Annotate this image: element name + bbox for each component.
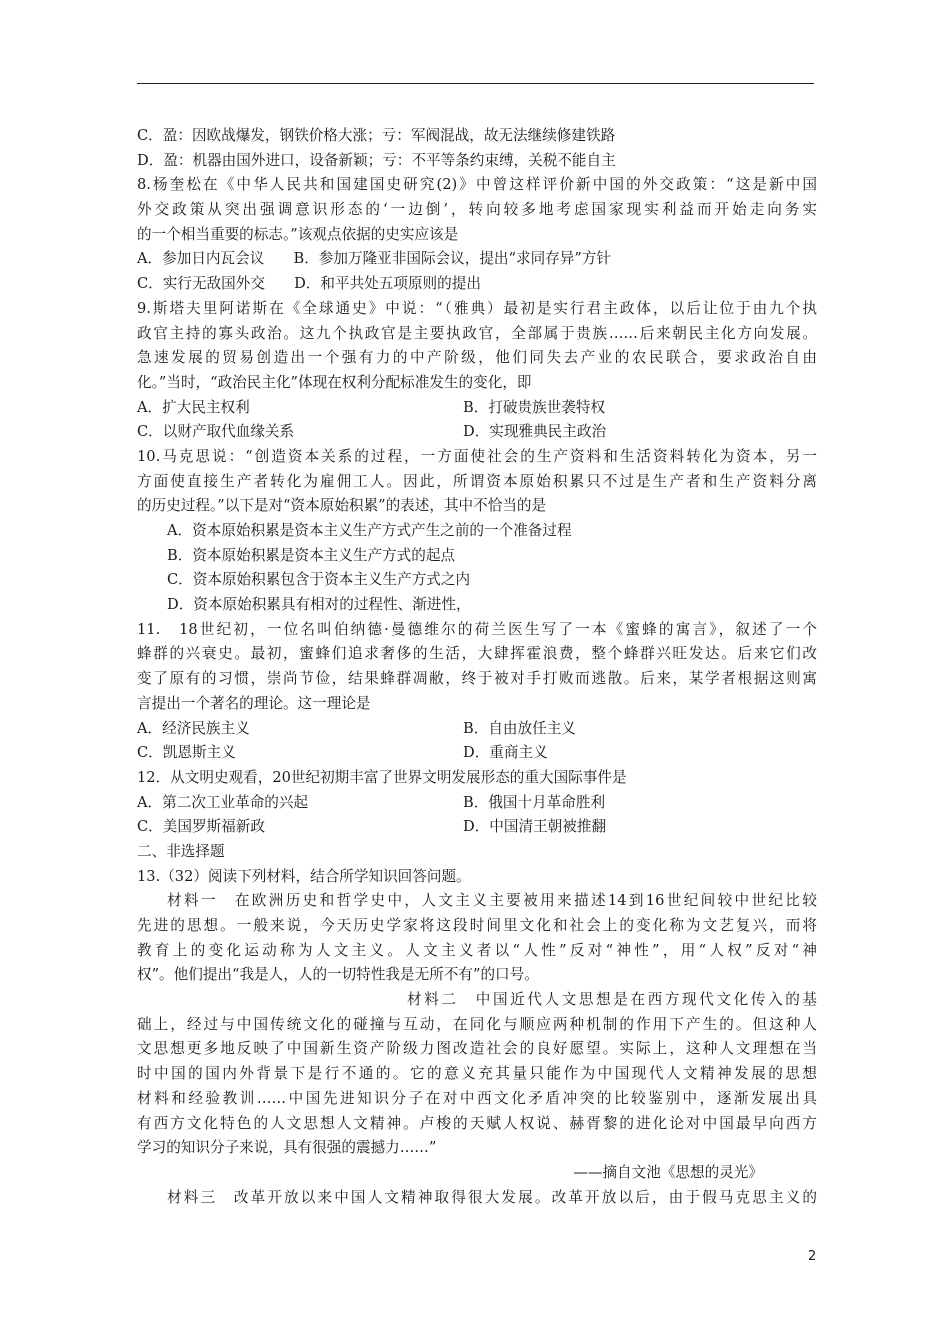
material-2: 有西方文化特色的人文思想人文精神。卢梭的天赋人权说、赫胥黎的进化论对中国最早向西方 bbox=[137, 1114, 817, 1132]
question-11-options-row bbox=[137, 717, 817, 742]
question-9-stem: 政官主持的寡头政治。这九个执政官是主要执政官，全部属于贵族……后来朝民主化方向发展。 bbox=[137, 324, 817, 342]
question-11-options-row bbox=[137, 741, 817, 766]
option-d: D．资本原始积累具有相对的过程性、渐进性， bbox=[167, 596, 471, 614]
question-9-stem: 化。”当时，“政治民主化”体现在权利分配标准发生的变化，即 bbox=[137, 373, 532, 391]
question-10-stem: 10.马克思说：“创造资本关系的过程，一方面使社会的生产资料和生活资料转化为资本，另一 bbox=[137, 447, 817, 465]
question-8-stem: 外交政策从突出强调意识形态的‘一边倒’，转向较多地考虑国家现实利益而开始走向务实 bbox=[137, 201, 817, 219]
material-2: 文思想更多地反映了中国新生资产阶级力图改造社会的良好愿望。实际上，这种人文理想在当 bbox=[137, 1040, 817, 1058]
material-2: 时中国的国内外背景下是行不通的。它的意义充其量只能作为中国现代人文精神发展的思想 bbox=[137, 1065, 817, 1083]
text-line: C．盈：因欧战爆发，钢铁价格大涨；亏：军阀混战，故无法继续修建铁路 bbox=[137, 127, 616, 144]
question-12-options-row bbox=[137, 815, 817, 840]
document-body bbox=[137, 124, 817, 1210]
question-13-stem: 13.（32）阅读下列材料，结合所学知识回答问题。 bbox=[137, 867, 471, 885]
option-b: B．自由放任主义 bbox=[463, 719, 576, 737]
text-line: D．盈：机器由国外进口，设备新颖；亏：不平等条约束缚，关税不能自主 bbox=[137, 151, 616, 169]
section-heading: 二、非选择题 bbox=[137, 842, 225, 860]
material-3: 材料三 改革开放以来中国人文精神取得很大发展。改革开放以后，由于假马克思主义的 bbox=[167, 1188, 817, 1206]
option-c: C．资本原始积累包含于资本主义生产方式之内 bbox=[167, 571, 471, 589]
option-a: A．扩大民主权利 bbox=[137, 398, 250, 416]
option-a: A．经济民族主义 bbox=[137, 719, 250, 737]
question-9-options-row bbox=[137, 420, 817, 445]
option-b: B．资本原始积累是资本主义生产方式的起点 bbox=[167, 546, 456, 564]
question-11-stem: 变了原有的习惯，崇尚节俭，结果蜂群凋敝，终于被对手打败而逃散。后来，某学者根据这则寓 bbox=[137, 670, 817, 688]
question-12-stem: 12．从文明史观看，20世纪初期丰富了世界文明发展形态的重大国际事件是 bbox=[137, 768, 627, 786]
material-2: 学习的知识分子来说，具有很强的震撼力……” bbox=[137, 1139, 437, 1157]
option-c: C．以财产取代血缘关系 bbox=[137, 423, 295, 441]
question-12-options-row bbox=[137, 791, 817, 816]
page-number: 2 bbox=[808, 1249, 817, 1264]
option-b: B．打破贵族世袭特权 bbox=[463, 398, 606, 416]
material-1: 权”。他们提出“我是人，人的一切特性我是无所不有”的口号。 bbox=[137, 966, 539, 984]
option-c: C．美国罗斯福新政 bbox=[137, 818, 265, 836]
question-10-stem: 方面使直接生产者转化为雇佣工人。因此，所谓资本原始积累只不过是生产者和生产资料分离 bbox=[137, 472, 817, 490]
option-b: B．俄国十月革命胜利 bbox=[463, 793, 606, 811]
option-c: C．凯恩斯主义 bbox=[137, 744, 236, 762]
question-8-stem: 8.杨奎松在《中华人民共和国建国史研究(2)》中曾这样评价新中国的外交政策：“这是新中国 bbox=[137, 176, 817, 194]
question-11-stem: 蜂群的兴衰史。最初，蜜蜂们追求奢侈的生活，大肆挥霍浪费，整个蜂群兴旺发达。后来它们改 bbox=[137, 645, 817, 663]
material-2: 材料二 中国近代人文思想是在西方现代文化传入的基 bbox=[407, 991, 817, 1009]
question-9-stem: 9.斯塔夫里阿诺斯在《全球通史》中说：“（雅典）最初是实行君主政体，以后让位于由九个执 bbox=[137, 299, 817, 317]
question-8-options: A．参加日内瓦会议 B．参加万隆亚非国际会议，提出“求同存异”方针 bbox=[137, 250, 612, 268]
question-11-stem: 言提出一个著名的理论。这一理论是 bbox=[137, 694, 371, 712]
question-11-stem: 11. 18世纪初，一位名叫伯纳德·曼德维尔的荷兰医生写了一本《蜜蜂的寓言》，叙述了一个 bbox=[137, 620, 817, 638]
material-1: 材料一 在欧洲历史和哲学史中，人文主义主要被用来描述14到16世纪间较中世纪比较 bbox=[167, 892, 817, 910]
question-9-options-row bbox=[137, 396, 817, 421]
option-d: D．中国清王朝被推翻 bbox=[463, 818, 607, 836]
question-10-stem: 的历史过程。”以下是对“资本原始积累”的表述，其中不恰当的是 bbox=[137, 497, 547, 515]
material-2-source: ——摘自文池《思想的灵光》 bbox=[573, 1163, 763, 1181]
question-9-stem: 急速发展的贸易创造出一个强有力的中产阶级，他们同失去产业的农民联合，要求政治自由 bbox=[137, 349, 817, 367]
option-d: D．实现雅典民主政治 bbox=[463, 423, 607, 441]
material-2: 材料和经验教训……中国先进知识分子在对中西文化矛盾冲突的比较鉴别中，逐渐发展出具 bbox=[137, 1089, 817, 1107]
material-2: 础上，经过与中国传统文化的碰撞与互动，在同化与顺应两种机制的作用下产生的。但这种人 bbox=[137, 1015, 817, 1033]
question-8-stem: 的一个相当重要的标志。”该观点依据的史实应该是 bbox=[137, 225, 459, 243]
material-1: 先进的思想。一般来说，今天历史学家将这段时间里文化和社会上的变化称为文艺复兴，而将 bbox=[137, 917, 817, 934]
question-8-options: C．实行无敌国外交 D．和平共处五项原则的提出 bbox=[137, 275, 481, 293]
material-1: 教育上的变化运动称为人文主义。人文主义者以“人性”反对“神性”，用“人权”反对“神 bbox=[137, 941, 817, 959]
header-rule bbox=[137, 83, 814, 84]
option-a: A．资本原始积累是资本主义生产方式产生之前的一个准备过程 bbox=[167, 522, 572, 539]
option-a: A．第二次工业革命的兴起 bbox=[137, 793, 309, 811]
option-d: D．重商主义 bbox=[463, 744, 548, 762]
